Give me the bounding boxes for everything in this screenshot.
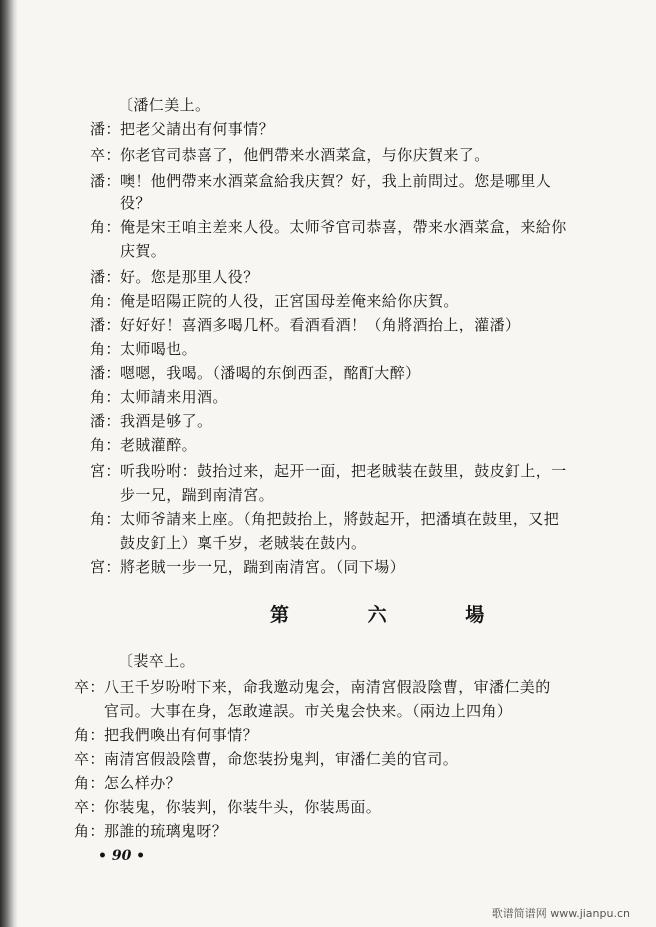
dialogue-line <box>90 362 421 384</box>
speaker: 角： <box>90 340 121 358</box>
line-text: 南清宮假設陰曹，命您装扮鬼判，审潘仁美的官司。 <box>104 750 459 768</box>
line-text: 把老父請出有何事情？ <box>120 120 275 138</box>
stage-direction <box>118 94 210 116</box>
dialogue-continuation <box>120 240 166 262</box>
speaker: 卒： <box>74 678 105 696</box>
speaker: 潘： <box>90 268 121 286</box>
speaker: 角： <box>90 292 121 310</box>
dialogue-line <box>90 216 567 238</box>
speaker: 潘： <box>90 364 121 382</box>
speaker: 宮： <box>90 558 121 576</box>
line-text: 鼓皮釘上）稟千岁，老賊装在鼓内。 <box>120 534 367 552</box>
line-text: 太师爷請来上座。（角把鼓抬上，將鼓起开，把潘填在鼓里，又把 <box>120 510 560 528</box>
dialogue-line <box>90 118 274 140</box>
dialogue-line <box>90 508 559 530</box>
dialogue-line <box>74 676 551 698</box>
dialogue-line <box>90 170 551 192</box>
dialogue-line <box>74 724 258 746</box>
line-text: 老賊灌醉。 <box>120 436 198 454</box>
speaker: 潘： <box>90 172 121 190</box>
line-text: 〔潘仁美上。 <box>118 96 211 114</box>
scene-heading: 第 六 場 <box>270 604 521 626</box>
line-text: 你装鬼，你装判，你装牛头，你装馬面。 <box>104 798 382 816</box>
speaker: 卒： <box>90 146 121 164</box>
dialogue-line <box>90 460 567 482</box>
line-text: 嗯嗯，我喝。（潘喝的东倒西歪，酩酊大醉） <box>120 364 421 382</box>
dialogue-line <box>90 290 459 312</box>
dialogue-continuation <box>120 484 274 506</box>
dialogue-line <box>90 266 259 288</box>
line-text: 〔裴卒上。 <box>118 652 196 670</box>
speaker: 卒： <box>74 798 105 816</box>
line-text: 你老官司恭喜了，他們帶来水酒菜盒，与你庆賀来了。 <box>120 146 490 164</box>
binding-shadow <box>0 0 18 927</box>
speaker: 角： <box>90 388 121 406</box>
speaker: 角： <box>90 218 121 236</box>
speaker: 卒： <box>74 750 105 768</box>
page-number: • 90 • <box>98 848 146 864</box>
speaker: 角： <box>74 726 105 744</box>
dialogue-continuation <box>120 532 366 554</box>
line-text: 八王千岁吩咐下来，命我邀动鬼会，南清宮假設陰曹，审潘仁美的 <box>104 678 551 696</box>
dialogue-continuation <box>120 192 151 214</box>
dialogue-line <box>90 434 197 456</box>
line-text: 把我們喚出有何事情？ <box>104 726 259 744</box>
dialogue-line <box>90 410 212 432</box>
dialogue-line <box>90 386 228 408</box>
line-text: 官司。大事在身，怎敢違誤。市关鬼会快来。（兩边上四角） <box>104 702 513 720</box>
line-text: 將老賊一步一兄，踹到南清宮。（同下場） <box>120 558 406 576</box>
line-text: 太师請来用酒。 <box>120 388 228 406</box>
dialogue-line <box>74 820 227 842</box>
line-text: 役？ <box>120 194 151 212</box>
line-text: 好好好！喜酒多喝几杯。看酒看酒！（角將酒抬上，灌潘） <box>120 316 521 334</box>
speaker: 潘： <box>90 316 121 334</box>
dialogue-line <box>90 314 520 336</box>
line-text: 听我吩咐：鼓抬过来，起开一面，把老賊装在鼓里，鼓皮釘上，一 <box>120 462 567 480</box>
speaker: 角： <box>74 774 105 792</box>
speaker: 角： <box>90 436 121 454</box>
line-text: 步一兄，踹到南清宮。 <box>120 486 275 504</box>
dialogue-line <box>90 556 405 578</box>
line-text: 俺是昭陽正院的人役，正宮国母差俺来給你庆賀。 <box>120 292 459 310</box>
dialogue-line <box>74 772 181 794</box>
line-text: 俺是宋王咱主差来人役。太师爷官司恭喜，帶来水酒菜盒，来給你 <box>120 218 567 236</box>
line-text: 我酒是够了。 <box>120 412 213 430</box>
speaker: 角： <box>74 822 105 840</box>
speaker: 潘： <box>90 412 121 430</box>
line-text: 庆賀。 <box>120 242 167 260</box>
speaker: 角： <box>90 510 121 528</box>
line-text: 噢！他們帶来水酒菜盒給我庆賀？好，我上前問过。您是哪里人 <box>120 172 552 190</box>
watermark: 歌谱简谱网 www.jianpu.cn <box>491 907 630 920</box>
line-text: 那誰的琉璃鬼呀？ <box>104 822 228 840</box>
line-text: 太师喝也。 <box>120 340 198 358</box>
line-text: 好。您是那里人役？ <box>120 268 259 286</box>
dialogue-line <box>74 796 381 818</box>
line-text: 怎么样办？ <box>104 774 182 792</box>
dialogue-line <box>74 748 458 770</box>
dialogue-line <box>90 144 490 166</box>
speaker: 宮： <box>90 462 121 480</box>
dialogue-continuation <box>104 700 512 722</box>
dialogue-line <box>90 338 197 360</box>
stage-direction <box>118 650 195 672</box>
speaker: 潘： <box>90 120 121 138</box>
